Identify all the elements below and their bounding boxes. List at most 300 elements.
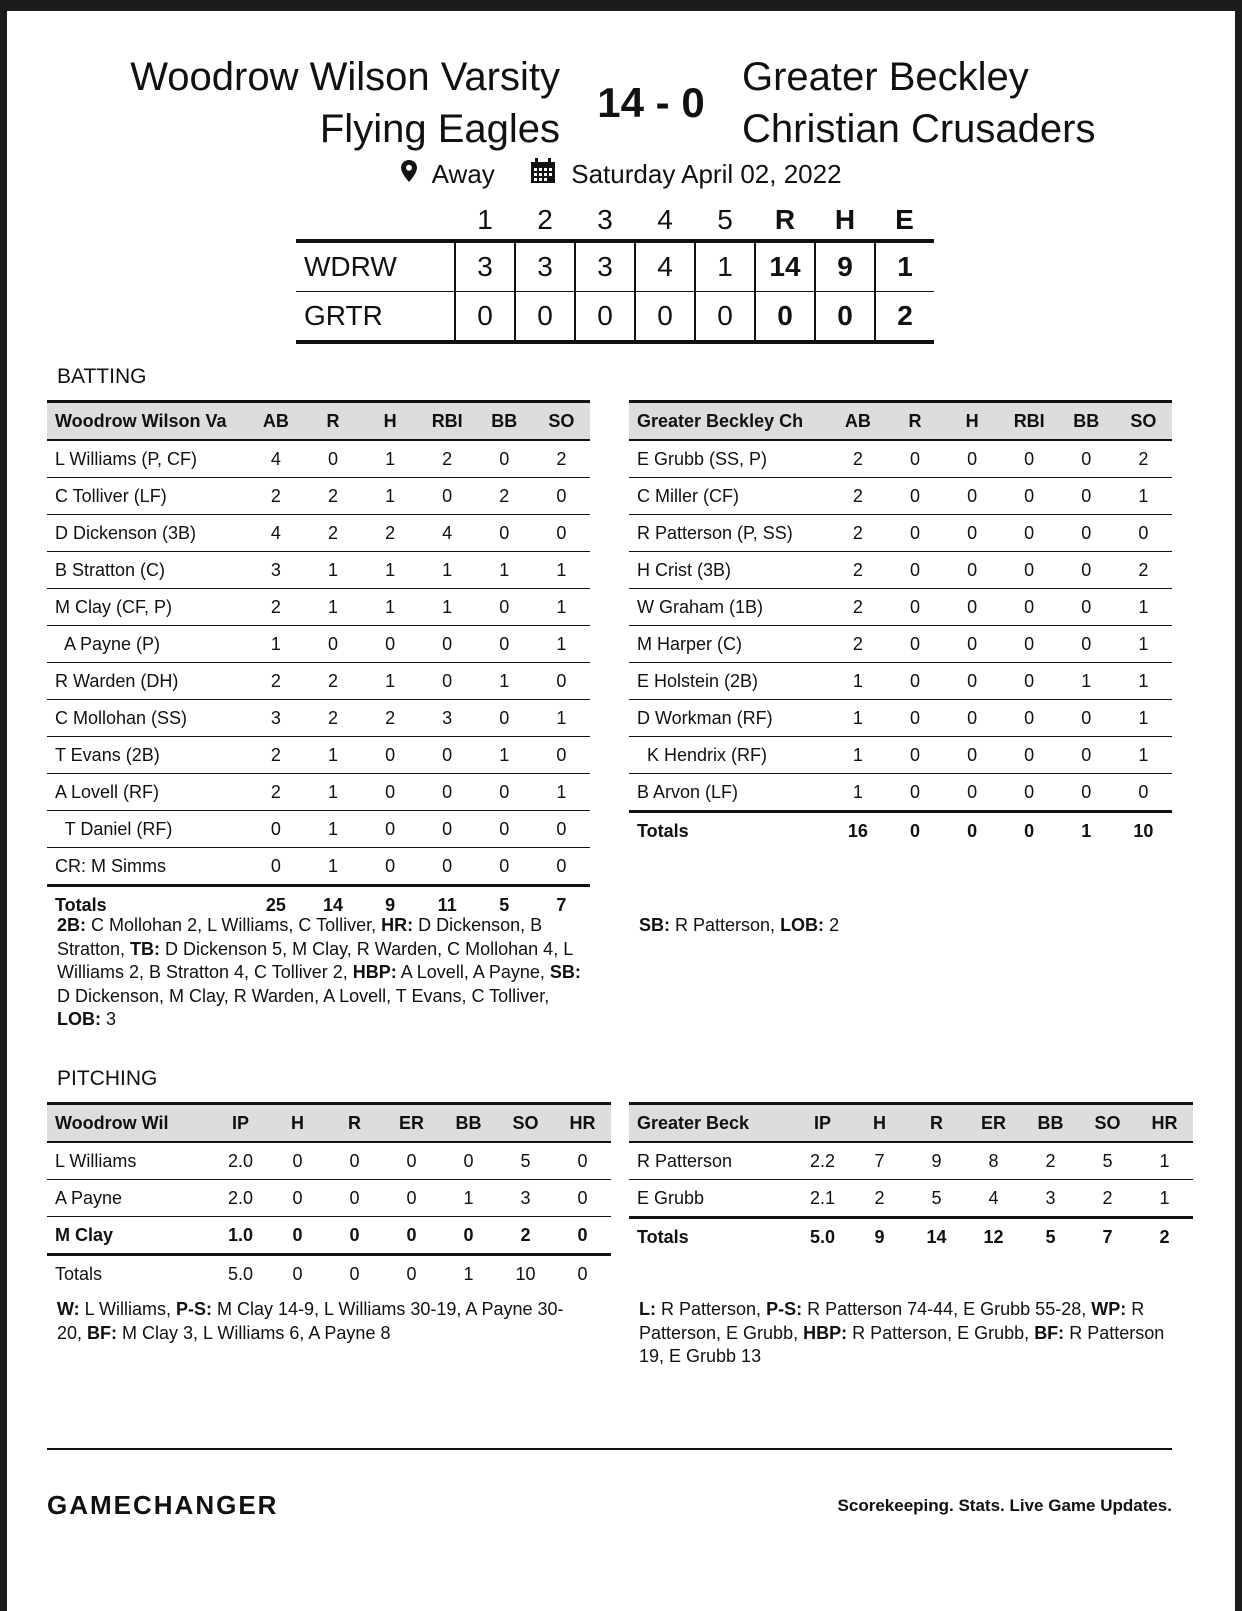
stat-value: 1 — [1115, 737, 1172, 774]
stat-value: 0 — [886, 589, 943, 626]
stat-value: 1 — [362, 589, 419, 626]
stat-value: 2.0 — [212, 1180, 269, 1217]
player-row — [629, 1180, 1193, 1218]
inning-score: 4 — [635, 241, 695, 292]
totals-label: Totals — [55, 894, 107, 915]
stat-value: 3 — [247, 700, 304, 737]
stat-value: 1 — [476, 552, 533, 589]
player-row — [629, 774, 1172, 812]
player-row — [47, 663, 590, 700]
stat-value: 5 — [1079, 1142, 1136, 1180]
away-batting-table — [629, 400, 1172, 849]
note-label: WP: — [1091, 1299, 1127, 1319]
stat-value: 0 — [476, 700, 533, 737]
stat-value: 1 — [1058, 663, 1115, 700]
stat-value: 1 — [304, 589, 361, 626]
stat-value: 0 — [419, 626, 476, 663]
inning-score: 3 — [575, 241, 635, 292]
stat-value: 0 — [1001, 440, 1058, 478]
player-name: C Tolliver (LF) — [47, 478, 247, 515]
inning-header: R — [774, 204, 796, 235]
stat-value: 2 — [829, 589, 886, 626]
column-header: RBI — [419, 402, 476, 441]
column-header: IP — [212, 1104, 269, 1143]
player-name: W Graham (1B) — [629, 589, 829, 626]
stat-value: 1 — [419, 589, 476, 626]
home-team-name — [130, 51, 560, 155]
stat-value: 0 — [944, 440, 1001, 478]
player-row — [629, 663, 1172, 700]
player-name: T Daniel (RF) — [47, 811, 247, 848]
stat-value: 5 — [497, 1142, 554, 1180]
totals-value: 9 — [385, 894, 396, 915]
player-row — [47, 626, 590, 663]
stat-value: 0 — [269, 1142, 326, 1180]
stat-value: 2.0 — [212, 1142, 269, 1180]
home-pitching-notes — [57, 1298, 587, 1345]
stat-value: 1 — [533, 700, 590, 737]
stat-value: 0 — [554, 1180, 611, 1217]
player-name: A Lovell (RF) — [47, 774, 247, 811]
stat-value: 2 — [419, 440, 476, 478]
player-row — [47, 848, 590, 886]
footer-divider — [47, 1448, 1172, 1450]
stat-value: 2 — [1079, 1180, 1136, 1218]
column-header: HR — [1136, 1104, 1193, 1143]
column-header: Woodrow Wilson Va — [47, 402, 247, 441]
stat-value: 0 — [269, 1180, 326, 1217]
note-text: C Mollohan 2, L Williams, C Tolliver, — [86, 915, 382, 935]
player-name: R Warden (DH) — [47, 663, 247, 700]
team-abbrev: WDRW — [304, 251, 397, 282]
stat-value: 0 — [440, 1217, 497, 1255]
stat-value: 0 — [1001, 663, 1058, 700]
game-meta — [7, 157, 1235, 191]
away-pitching-table — [629, 1102, 1193, 1255]
note-text: R Patterson 19, E Grubb 13 — [639, 1322, 1165, 1366]
line-score-header — [296, 201, 934, 241]
player-row — [629, 478, 1172, 515]
stat-value: 2 — [304, 700, 361, 737]
player-name: E Grubb — [629, 1180, 794, 1218]
note-text: 3 — [101, 1009, 117, 1029]
player-name: C Mollohan (SS) — [47, 700, 247, 737]
player-name: M Harper (C) — [629, 626, 829, 663]
stat-value: 1 — [304, 552, 361, 589]
column-header: SO — [497, 1104, 554, 1143]
home-batting-table — [47, 400, 590, 923]
stat-value: 2 — [304, 515, 361, 552]
stat-value: 3 — [419, 700, 476, 737]
player-name: B Stratton (C) — [47, 552, 247, 589]
stat-value: 0 — [1115, 774, 1172, 812]
totals-value: 7 — [556, 894, 567, 915]
away-team-line1: Greater Beckley — [742, 55, 1029, 99]
stat-value: 0 — [1001, 589, 1058, 626]
totals-value: 10 — [1133, 820, 1154, 841]
stat-value: 0 — [304, 440, 361, 478]
column-header: R — [304, 402, 361, 441]
inning-header: 2 — [537, 204, 553, 235]
box-score-page — [7, 11, 1235, 1611]
batting-heading: BATTING — [57, 365, 147, 388]
stat-value: 0 — [1001, 478, 1058, 515]
player-row — [47, 515, 590, 552]
stat-value: 0 — [476, 811, 533, 848]
column-header: H — [851, 1104, 908, 1143]
column-header: BB — [440, 1104, 497, 1143]
stat-value: 2 — [247, 737, 304, 774]
stat-value: 0 — [554, 1142, 611, 1180]
stat-value: 2 — [304, 478, 361, 515]
stat-value: 0 — [476, 626, 533, 663]
totals-value: 12 — [983, 1226, 1004, 1247]
stat-value: 2 — [476, 478, 533, 515]
totals-row — [629, 1218, 1193, 1256]
column-header: HR — [554, 1104, 611, 1143]
note-text: A Lovell, A Payne, — [396, 962, 550, 982]
player-name: A Payne — [47, 1180, 212, 1217]
note-text: M Clay 14-9, L Williams 30-19, A Payne 30-20, — [57, 1299, 564, 1343]
stat-value: 0 — [1058, 515, 1115, 552]
stat-value: 0 — [944, 700, 1001, 737]
stat-value: 0 — [1058, 626, 1115, 663]
stat-value: 1 — [304, 737, 361, 774]
column-header: IP — [794, 1104, 851, 1143]
player-name: M Clay (CF, P) — [47, 589, 247, 626]
player-name: A Payne (P) — [47, 626, 247, 663]
stat-value: 1 — [476, 737, 533, 774]
note-text: R Patterson, — [656, 1299, 767, 1319]
stat-value: 0 — [419, 848, 476, 886]
note-label: LOB: — [57, 1009, 101, 1029]
away-team-line2: Christian Crusaders — [742, 107, 1096, 151]
stat-value: 0 — [476, 848, 533, 886]
stat-value: 1 — [1115, 700, 1172, 737]
note-label: BF: — [1034, 1322, 1065, 1343]
totals-value: 14 — [322, 894, 344, 915]
column-header: H — [944, 402, 1001, 441]
column-header: BB — [1058, 402, 1115, 441]
stat-value: 4 — [419, 515, 476, 552]
stat-value: 1 — [362, 552, 419, 589]
stat-value: 0 — [383, 1180, 440, 1217]
note-text: R Patterson, E Grubb, — [639, 1299, 1145, 1343]
player-row — [47, 811, 590, 848]
stat-value: 0 — [1058, 700, 1115, 737]
totals-value: 5.0 — [227, 1263, 254, 1284]
stat-value: 0 — [533, 515, 590, 552]
inning-score: 0 — [755, 292, 815, 343]
note-label: 2B: — [57, 915, 87, 935]
column-header: SO — [1115, 402, 1172, 441]
team-column-header — [296, 201, 455, 241]
totals-value: 0 — [967, 820, 978, 841]
stat-value: 2 — [829, 626, 886, 663]
stat-value: 1 — [440, 1180, 497, 1217]
totals-value: 5.0 — [809, 1226, 836, 1247]
stat-value: 2 — [247, 478, 304, 515]
inning-header: E — [895, 204, 914, 235]
stat-value: 0 — [362, 626, 419, 663]
stat-value: 0 — [476, 589, 533, 626]
stat-value: 3 — [1022, 1180, 1079, 1218]
stat-value: 2 — [829, 478, 886, 515]
stat-value: 0 — [1058, 589, 1115, 626]
stat-value: 0 — [419, 737, 476, 774]
player-name: C Miller (CF) — [629, 478, 829, 515]
totals-value: 0 — [909, 820, 920, 841]
stat-value: 2 — [829, 515, 886, 552]
stat-value: 0 — [419, 774, 476, 811]
stat-value: 0 — [247, 848, 304, 886]
note-label: P-S: — [766, 1299, 803, 1319]
stat-value: 5 — [908, 1180, 965, 1218]
note-label: LOB: — [780, 915, 825, 935]
stat-value: 0 — [326, 1217, 383, 1255]
stat-value: 0 — [419, 478, 476, 515]
player-row — [629, 552, 1172, 589]
player-name: H Crist (3B) — [629, 552, 829, 589]
totals-value: 14 — [926, 1226, 947, 1247]
player-row — [47, 440, 590, 478]
stat-value: 0 — [944, 626, 1001, 663]
away-batting-notes — [639, 914, 1169, 938]
stat-value: 2 — [829, 552, 886, 589]
player-name: T Evans (2B) — [47, 737, 247, 774]
stat-value: 2 — [497, 1217, 554, 1255]
player-row — [629, 1142, 1193, 1180]
stat-value: 8 — [965, 1142, 1022, 1180]
column-header: BB — [1022, 1104, 1079, 1143]
player-row — [47, 774, 590, 811]
note-label: SB: — [549, 962, 581, 982]
stat-value: 0 — [326, 1180, 383, 1217]
stat-value: 1 — [533, 774, 590, 811]
stat-value: 1 — [533, 589, 590, 626]
stat-header-row — [629, 402, 1172, 441]
inning-header: 1 — [477, 204, 493, 235]
pitching-heading: PITCHING — [57, 1067, 158, 1090]
player-row — [47, 478, 590, 515]
stat-value: 0 — [383, 1217, 440, 1255]
home-team-line2: Flying Eagles — [319, 107, 560, 151]
stat-value: 0 — [1001, 700, 1058, 737]
inning-score: 2 — [875, 292, 934, 343]
stat-value: 0 — [419, 663, 476, 700]
column-header: RBI — [1001, 402, 1058, 441]
stat-value: 2 — [247, 589, 304, 626]
home-team-line1: Woodrow Wilson Varsity — [130, 55, 560, 99]
inning-score: 0 — [575, 292, 635, 343]
stat-value: 0 — [1001, 737, 1058, 774]
stat-value: 1 — [533, 552, 590, 589]
inning-score: 9 — [815, 241, 875, 292]
line-score-row — [296, 292, 934, 343]
line-score-header-row — [296, 201, 934, 241]
stat-value: 2 — [247, 774, 304, 811]
stat-header-row — [47, 1104, 611, 1143]
stat-value: 1 — [304, 811, 361, 848]
stat-value: 0 — [886, 626, 943, 663]
stat-value: 0 — [886, 515, 943, 552]
totals-value: 0 — [292, 1263, 303, 1284]
stat-value: 9 — [908, 1142, 965, 1180]
stat-value: 0 — [886, 737, 943, 774]
stat-value: 0 — [1001, 552, 1058, 589]
player-row — [629, 589, 1172, 626]
column-header: R — [886, 402, 943, 441]
stat-value: 2 — [533, 440, 590, 478]
totals-value: 0 — [349, 1263, 360, 1284]
home-batting-notes — [57, 914, 587, 1032]
stat-value: 0 — [533, 848, 590, 886]
stat-value: 0 — [476, 774, 533, 811]
totals-value: 1 — [1081, 820, 1092, 841]
player-name: D Dickenson (3B) — [47, 515, 247, 552]
gamechanger-logo: GAMECHANGER — [47, 1490, 279, 1520]
player-name: CR: M Simms — [47, 848, 247, 886]
column-header: H — [269, 1104, 326, 1143]
totals-label: Totals — [637, 820, 689, 841]
stat-header-row — [629, 1104, 1193, 1143]
column-header: Greater Beckley Ch — [629, 402, 829, 441]
totals-value: 0 — [577, 1263, 588, 1284]
totals-value: 25 — [265, 894, 286, 915]
stat-value: 2 — [362, 515, 419, 552]
stat-value: 2.1 — [794, 1180, 851, 1218]
inning-score: 1 — [875, 241, 934, 292]
inning-score: 3 — [515, 241, 575, 292]
stat-value: 2 — [829, 440, 886, 478]
column-header: ER — [383, 1104, 440, 1143]
stat-value: 0 — [886, 478, 943, 515]
note-label: P-S: — [176, 1299, 213, 1319]
stat-value: 1 — [476, 663, 533, 700]
player-name: E Holstein (2B) — [629, 663, 829, 700]
note-label: HBP: — [803, 1322, 848, 1343]
line-score-body — [296, 241, 934, 342]
stat-value: 2 — [851, 1180, 908, 1218]
stat-value: 1 — [1115, 589, 1172, 626]
note-text: L Williams, — [79, 1299, 177, 1319]
stat-value: 0 — [383, 1142, 440, 1180]
inning-score: 1 — [695, 241, 755, 292]
player-row — [629, 440, 1172, 478]
stat-value: 1 — [419, 552, 476, 589]
stat-value: 0 — [419, 811, 476, 848]
stat-value: 0 — [1001, 774, 1058, 812]
stat-value: 0 — [533, 663, 590, 700]
stat-value: 0 — [886, 663, 943, 700]
column-header: Greater Beck — [629, 1104, 794, 1143]
column-header: Woodrow Wil — [47, 1104, 212, 1143]
inning-score: 0 — [515, 292, 575, 343]
away-pitching-notes — [639, 1298, 1169, 1369]
stat-value: 4 — [965, 1180, 1022, 1218]
stat-value: 0 — [362, 811, 419, 848]
stat-value: 0 — [1058, 737, 1115, 774]
stat-value: 1 — [362, 478, 419, 515]
note-text: M Clay 3, L Williams 6, A Payne 8 — [117, 1322, 391, 1343]
note-label: W: — [57, 1299, 80, 1319]
stat-value: 0 — [944, 478, 1001, 515]
stat-value: 4 — [247, 515, 304, 552]
column-header: BB — [476, 402, 533, 441]
player-row — [47, 1142, 611, 1180]
stat-value: 1 — [1115, 626, 1172, 663]
column-header: R — [908, 1104, 965, 1143]
totals-row — [629, 812, 1172, 850]
stat-value: 3 — [247, 552, 304, 589]
stat-value: 1 — [1136, 1180, 1193, 1218]
stat-value: 0 — [1001, 515, 1058, 552]
stat-value: 4 — [247, 440, 304, 478]
stat-value: 0 — [533, 478, 590, 515]
player-name: K Hendrix (RF) — [629, 737, 829, 774]
player-row — [47, 589, 590, 626]
note-text: D Dickenson, B Stratton, — [57, 915, 543, 959]
map-pin-icon — [400, 159, 418, 190]
stat-value: 0 — [1001, 626, 1058, 663]
stat-value: 0 — [886, 552, 943, 589]
stat-value: 0 — [362, 774, 419, 811]
stat-value: 0 — [533, 737, 590, 774]
inning-score: 3 — [455, 241, 515, 292]
line-score-table — [296, 201, 934, 344]
inning-score: 0 — [695, 292, 755, 343]
totals-row — [47, 1255, 611, 1293]
player-row — [629, 515, 1172, 552]
stat-value: 0 — [269, 1217, 326, 1255]
stat-value: 2 — [1115, 552, 1172, 589]
home-pitching-table — [47, 1102, 611, 1292]
stat-value: 1 — [829, 737, 886, 774]
stat-value: 1 — [304, 774, 361, 811]
stat-value: 0 — [304, 626, 361, 663]
note-label: TB: — [130, 938, 161, 959]
note-text: R Patterson 74-44, E Grubb 55-28, — [802, 1299, 1092, 1319]
player-row — [47, 552, 590, 589]
player-name: M Clay — [47, 1217, 212, 1255]
calendar-icon — [530, 158, 556, 191]
totals-value: 9 — [874, 1226, 885, 1247]
stat-value: 0 — [476, 440, 533, 478]
stat-value: 0 — [886, 774, 943, 812]
note-label: HBP: — [352, 962, 397, 982]
player-name: L Williams (P, CF) — [47, 440, 247, 478]
line-score-row — [296, 241, 934, 292]
totals-value: 0 — [406, 1263, 417, 1284]
column-header: SO — [533, 402, 590, 441]
stat-value: 0 — [440, 1142, 497, 1180]
inning-header: 5 — [717, 204, 733, 235]
stat-value: 1.0 — [212, 1217, 269, 1255]
stat-value: 1 — [1115, 663, 1172, 700]
note-text: D Dickenson 5, M Clay, R Warden, C Mollohan 4, L Williams 2, B Stratton 4, C Tolliver 2, — [57, 938, 573, 982]
stat-value: 0 — [944, 774, 1001, 812]
player-row — [629, 700, 1172, 737]
player-row — [47, 1180, 611, 1217]
stat-value: 0 — [1058, 774, 1115, 812]
stat-value: 2 — [304, 663, 361, 700]
inning-score: 0 — [815, 292, 875, 343]
stat-value: 0 — [1058, 552, 1115, 589]
player-name: B Arvon (LF) — [629, 774, 829, 812]
stat-value: 7 — [851, 1142, 908, 1180]
stat-value: 0 — [944, 663, 1001, 700]
stat-value: 1 — [829, 663, 886, 700]
